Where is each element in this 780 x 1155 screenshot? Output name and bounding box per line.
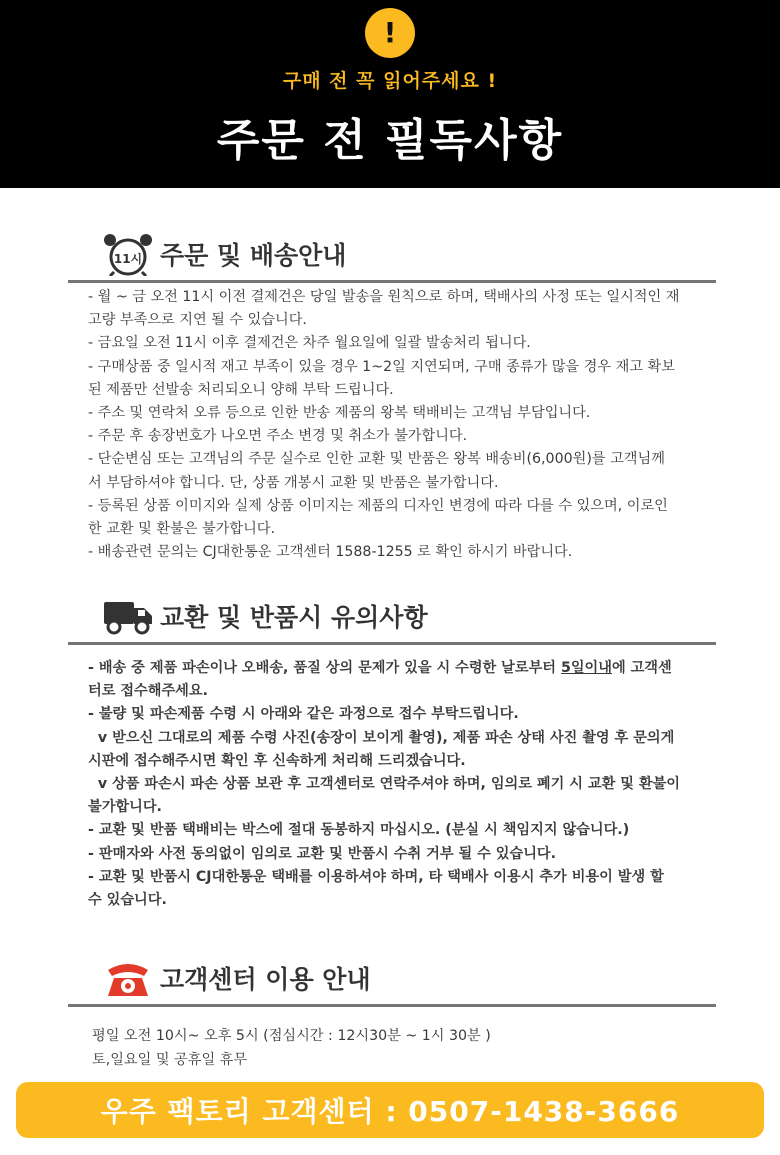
section-exchange-return-header (68, 594, 716, 645)
list-item: - 판매자와 사전 동의없이 임의로 교환 및 반품시 수취 거부 될 수 있습니다. (88, 845, 557, 862)
list-item: - 불량 및 파손제품 수령 시 아래와 같은 과정으로 접수 부탁드립니다. (88, 706, 519, 723)
list-item: 터로 접수해주세요. (88, 683, 208, 700)
weekend-closed: 토,일요일 및 공휴일 휴무 (92, 1052, 248, 1068)
exchange-return-list (88, 657, 708, 912)
alarm-clock-icon (102, 232, 154, 276)
list-item: v 상품 파손시 파손 상품 보관 후 고객센터로 연락주셔야 하며, 임의로 폐기 시 교환 및 환불이 (88, 776, 680, 793)
list-item: - 구매상품 중 일시적 재고 부족이 있을 경우 1~2일 지연되며, 구매 종류가 많을 경우 재고 확보 (88, 358, 675, 375)
section-title: 고객센터 이용 안내 (160, 965, 371, 994)
list-item: 된 제품만 선발송 처리되오니 양해 부탁 드립니다. (88, 381, 394, 398)
customer-center-hours (92, 1024, 491, 1072)
deadline-highlight: 5일이내 (560, 660, 612, 676)
notice-header (0, 0, 780, 188)
list-item: 한 교환 및 환불은 불가합니다. (88, 521, 276, 538)
customer-center-phone-banner (16, 1082, 764, 1138)
list-item: - 월 ~ 금 오전 11시 이전 결제건은 당일 발송을 원칙으로 하며, 택배사의 사정 또는 일시적인 재 (88, 289, 680, 305)
list-item: - 금요일 오전 11시 이후 결제건은 차주 월요일에 일괄 발송처리 됩니다. (88, 335, 531, 352)
section-order-shipping-header (68, 232, 716, 283)
telephone-icon (102, 956, 154, 1000)
alarm-clock-label: 11시 (113, 252, 143, 266)
order-shipping-list (88, 286, 708, 564)
page-title: 주문 전 필독사항 (216, 115, 564, 166)
list-item: - 교환 및 반품 택배비는 박스에 절대 동봉하지 마십시오. (분실 시 책임지지 않습니다.) (88, 822, 630, 839)
contact-phone: 우주 팩토리 고객센터 : 0507-1438-3666 (100, 1095, 680, 1128)
list-item: - 등록된 상품 이미지와 실제 상품 이미지는 제품의 디자인 변경에 따라 다를 수 있으며, 이로인 (88, 497, 668, 514)
header-subtitle: 구매 전 꼭 읽어주세요 ! (282, 70, 498, 92)
list-item: 수 있습니다. (88, 892, 167, 909)
list-item: 서 부담하셔야 합니다. 단, 상품 개봉시 교환 및 반품은 불가합니다. (88, 474, 499, 491)
list-item: - 주소 및 연락처 오류 등으로 인한 반송 제품의 왕복 택배비는 고객님 부담입니다. (88, 405, 591, 422)
list-item: - 배송 중 제품 파손이나 오배송, 품질 상의 문제가 있을 시 수령한 날로부터 5일이내에 고객센 (88, 660, 672, 676)
section-title: 주문 및 배송안내 (160, 241, 347, 270)
list-item: - 배송관련 문의는 CJ대한통운 고객센터 1588-1255 로 확인 하시기 바랍니다. (88, 544, 573, 561)
list-item: v 받으신 그대로의 제품 수령 사진(송장이 보이게 촬영), 제품 파손 상태 사진 촬영 후 문의게 (88, 729, 675, 746)
list-item: - 단순변심 또는 고객님의 주문 실수로 인한 교환 및 반품은 왕복 배송비(6,000원)를 고객님께 (88, 451, 665, 468)
list-item: - 주문 후 송장번호가 나오면 주소 변경 및 취소가 불가합니다. (88, 428, 468, 445)
section-customer-center-header (68, 956, 716, 1007)
list-item: 시판에 접수해주시면 확인 후 신속하게 처리해 드리겠습니다. (88, 752, 466, 769)
section-title: 교환 및 반품시 유의사항 (160, 603, 428, 632)
list-item: 불가합니다. (88, 799, 162, 816)
weekday-hours: 평일 오전 10시~ 오후 5시 (점심시간 : 12시30분 ~ 1시 30분 ) (92, 1028, 491, 1044)
exclamation-icon: ! (365, 8, 415, 58)
list-item: 고량 부족으로 지연 될 수 있습니다. (88, 312, 307, 329)
list-item: - 교환 및 반품시 CJ대한통운 택배를 이용하셔야 하며, 타 택배사 이용시 추가 비용이 발생 할 (88, 868, 664, 885)
delivery-truck-icon (102, 594, 154, 638)
